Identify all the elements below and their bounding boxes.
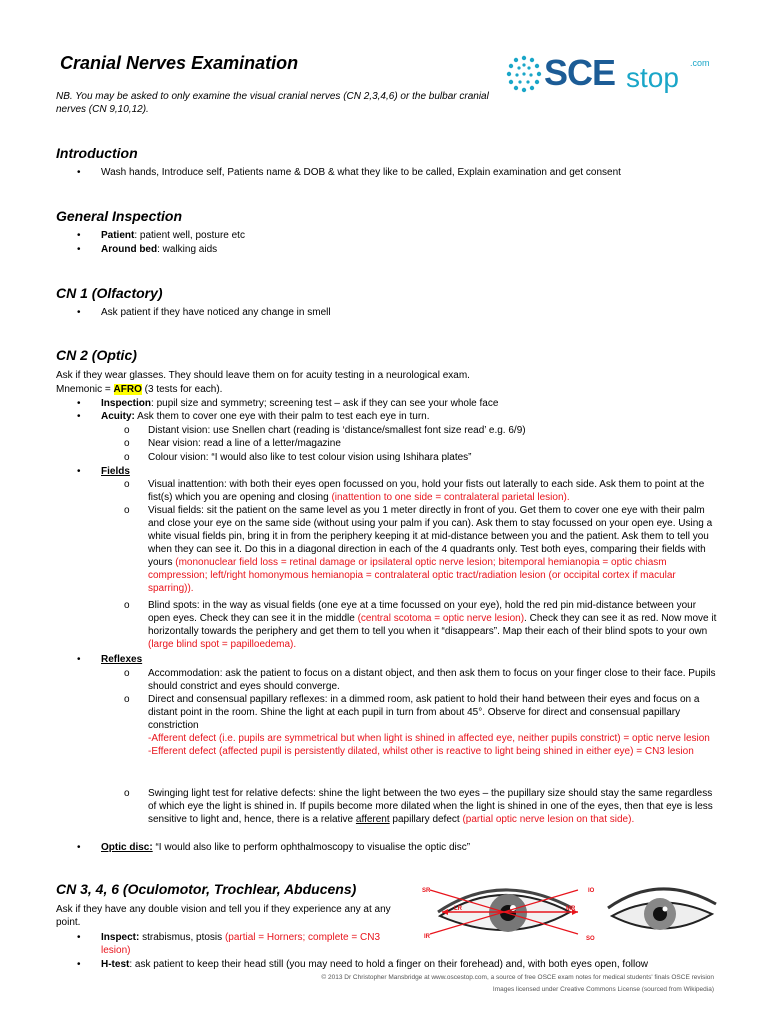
oscestop-logo [502, 52, 722, 96]
footer-copyright: © 2013 Dr Christopher Mansbridge at www.oscestop.com, a source of free OSCE exam notes for medical students' finals OSCE revision [321, 974, 714, 981]
cn346-htest: H-test: ask patient to keep their head still (you may need to hold a finger on their forehead) and, with both eyes open, follow [101, 959, 648, 970]
bullet: • [77, 398, 81, 409]
cn2-acuity: Acuity: Ask them to cover one eye with their palm to test each eye in turn. [101, 411, 430, 422]
header-note: NB. You may be asked to only examine the visual cranial nerves (CN 2,3,4,6) or the bulbar cranial nerves (CN 9,10,12). [56, 91, 489, 115]
intro-item: Wash hands, Introduce self, Patients name & DOB & what they like to be called, Explain examination and get consent [101, 167, 621, 178]
sub-bullet: o [124, 788, 130, 799]
reflex-accommodation: Accommodation: ask the patient to focus on a distant object, and then ask them to focus on your finger close to their face. Pupils should constrict and eyes should converge. [148, 668, 716, 692]
cn2-fields-label: Fields [101, 466, 130, 477]
eye-photo [604, 886, 719, 944]
heading-cn346: CN 3, 4, 6 (Oculomotor, Trochlear, Abducens) [56, 881, 357, 897]
cn2-inspection: Inspection: pupil size and symmetry; screening test – ask if they can see your whole face [101, 398, 499, 409]
bullet: • [77, 466, 81, 477]
page-title: Cranial Nerves Examination [60, 53, 299, 73]
bullet: • [77, 167, 81, 178]
bullet: • [77, 244, 81, 255]
bullet: • [77, 842, 81, 853]
heading-cn1: CN 1 (Olfactory) [56, 285, 163, 301]
heading-general-inspection: General Inspection [56, 208, 183, 224]
sub-bullet: o [124, 452, 130, 463]
sub-bullet: o [124, 479, 130, 490]
label-mr: MR [566, 906, 576, 912]
reflex-direct-consensual: Direct and consensual papillary reflexes: in a dimmed room, ask patient to hold their hand between their eyes and focus on a distant point in the room. Shine the light at each pupil in turn from about 45°. Observe for direct and consensual papillary constriction -Afferent defect (i.e. pupils are symmetrical but when light is shined in affected eye, neither pupils constrict) = optic nerve lesion -Efferent defect (affected pupil is persistently dilated, whilst other is reactive to light being shined in either eye) = CN3 lesion [148, 694, 710, 757]
eye-diagram-muscles [420, 882, 600, 948]
logo-text-com: .com [690, 58, 710, 68]
sub-bullet: o [124, 600, 130, 611]
acuity-colour: Colour vision: “I would also like to test colour vision using Ishihara plates” [148, 452, 472, 463]
bullet: • [77, 959, 81, 970]
eye-icon [604, 886, 719, 944]
bullet: • [77, 654, 81, 665]
fields-inattention: Visual inattention: with both their eyes open focussed on you, hold your fists out laterally to each side. Ask them to point at the fist(s) which you are opening and closing (inattention to one side = contralateral parietal lesion). [148, 479, 705, 503]
heading-introduction: Introduction [56, 145, 138, 161]
acuity-distant: Distant vision: use Snellen chart (reading is ‘distance/smallest font size read’ e.g. 6/9) [148, 425, 526, 436]
logo-text-stop: stop [626, 62, 679, 93]
acuity-near: Near vision: read a line of a letter/magazine [148, 438, 341, 449]
eye-muscles-icon [420, 882, 600, 948]
general-item-around-bed: Around bed: walking aids [101, 244, 218, 255]
footer-license: Images licensed under Creative Commons License (sourced from Wikipedia) [492, 986, 714, 993]
bullet: • [77, 411, 81, 422]
bullet: • [77, 307, 81, 318]
sub-bullet: o [124, 694, 130, 705]
cn1-item: Ask patient if they have noticed any change in smell [101, 307, 331, 318]
fields-blind-spots: Blind spots: in the way as visual fields (one eye at a time focussed on your eye), hold the red pin mid-distance between your open eyes. Check they can see it in the middle (central scotoma = optic nerve lesion). Check they can see it as red. Now move it horizontally towards the periphery and get them to tell you when it “disappears”. Map their each of their blind spots to your own (large blind spot = papilloedema). [148, 600, 717, 650]
label-lr: LR [454, 906, 462, 912]
general-item-patient: Patient: patient well, posture etc [101, 230, 245, 241]
sub-bullet: o [124, 425, 130, 436]
fields-visual-fields: Visual fields: sit the patient on the same level as you 1 meter directly in front of you. Get them to cover one eye with their palm and close your eye on the same side (without using your palm if you can). Ask them to stay focussed on your open eye. Using a white visual fields pin, bring it in from the periphery keeping it at mid-distance between you and the patient. Ask them to tell you when they can see it. Do this in a diagonal direction in each of the 4 quadrants only. Test both eyes, comparing their fields with yours (mononuclear field loss = retinal damage or ipsilateral optic nerve lesion; bitemporal hemianopia = optic chiasm compression; left/right homonymous hemianopia = contralateral optic tract/radiation lesion (or occipital cortex if macular sparring)). [148, 505, 713, 594]
sub-bullet: o [124, 505, 130, 516]
bullet: • [77, 230, 81, 241]
label-io: IO [588, 888, 595, 894]
cn2-optic-disc: Optic disc: “I would also like to perform ophthalmoscopy to visualise the optic disc” [101, 842, 471, 853]
cn2-intro: Ask if they wear glasses. They should leave them on for acuity testing in a neurological exam. [56, 370, 470, 381]
cn2-mnemonic: Mnemonic = AFRO (3 tests for each). [56, 384, 223, 395]
mnemonic-highlight: AFRO [113, 384, 142, 395]
heading-cn2: CN 2 (Optic) [56, 347, 137, 363]
cn346-intro: Ask if they have any double vision and tell you if they experience any at any point. [56, 904, 391, 928]
sub-bullet: o [124, 668, 130, 679]
reflex-swinging-light: Swinging light test for relative defects: shine the light between the two eyes – the pupillary size should stay the same regardless of which eye the light is shined in. If pupils become more dilated when the light is shined in one of the eyes, then that eye is less sensitive to light and, hence, there is a relative afferent papillary defect (partial optic nerve lesion on that side). [148, 788, 713, 825]
label-sr: SR [422, 888, 431, 894]
bullet: • [77, 932, 81, 943]
label-ir: IR [424, 934, 430, 940]
logo-text-sce: SCE [544, 52, 616, 93]
label-so: SO [586, 936, 595, 942]
cn2-reflexes-label: Reflexes [101, 654, 143, 665]
sub-bullet: o [124, 438, 130, 449]
cn346-inspect: Inspect: strabismus, ptosis (partial = Horners; complete = CN3 lesion) [101, 932, 381, 956]
